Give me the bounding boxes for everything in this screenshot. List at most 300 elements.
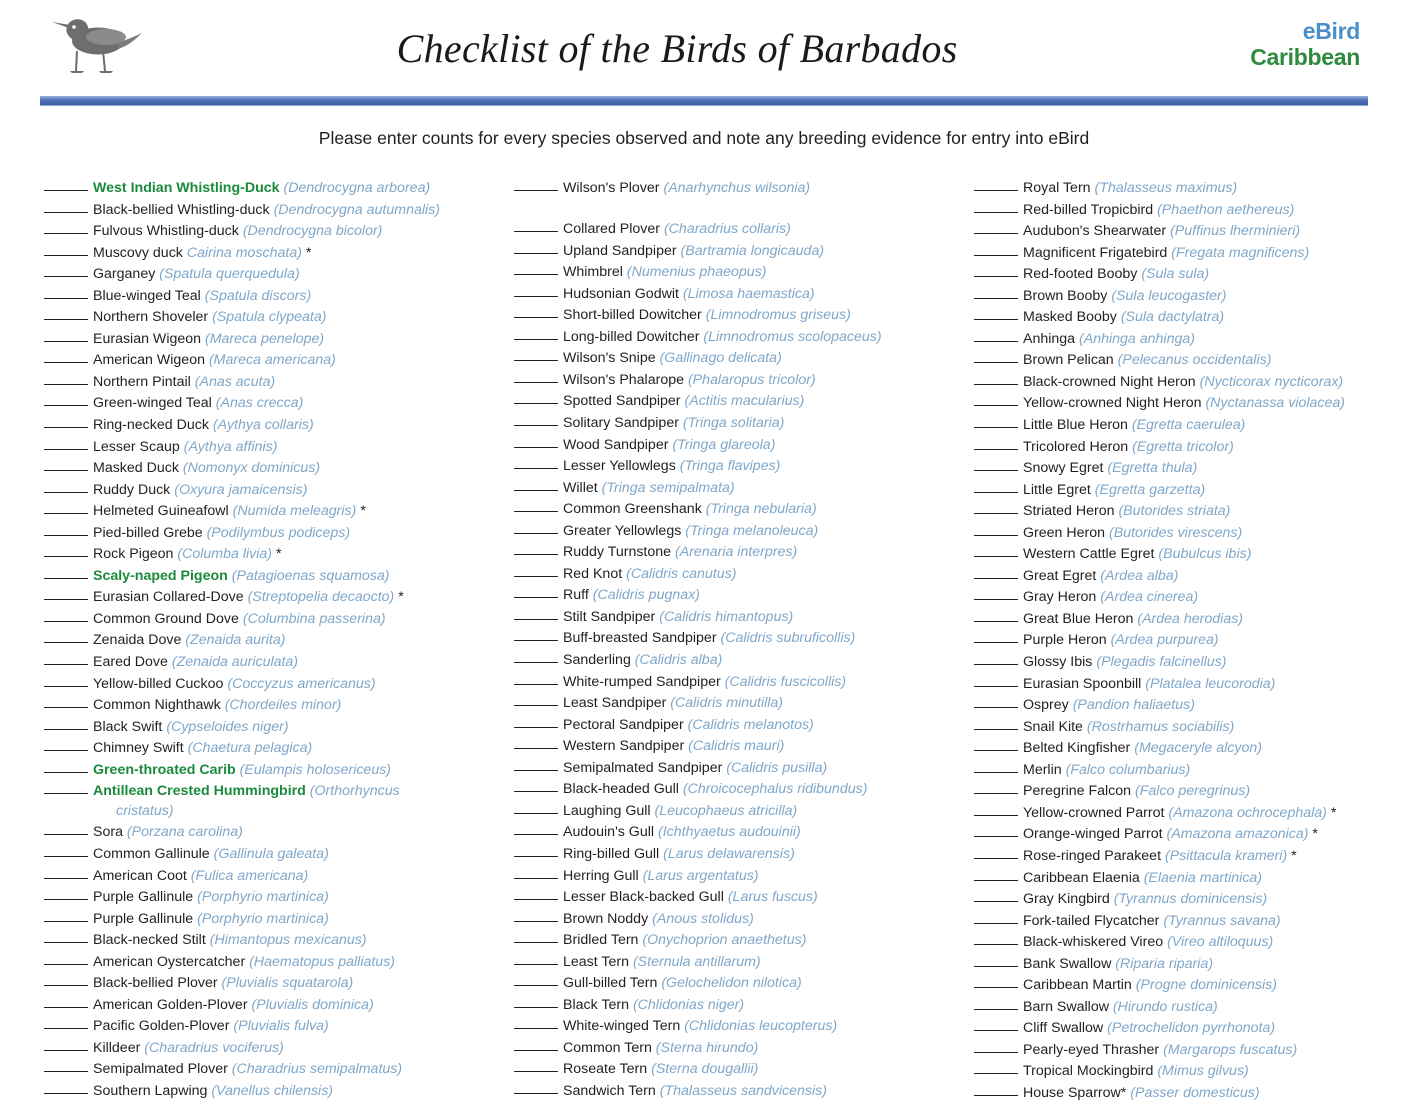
count-blank-field[interactable] bbox=[974, 177, 1018, 191]
species-row[interactable] bbox=[514, 304, 960, 326]
species-row[interactable] bbox=[974, 285, 1394, 307]
species-row[interactable] bbox=[974, 457, 1394, 479]
species-scientific-name: (Calidris canutus) bbox=[626, 565, 737, 582]
species-row[interactable] bbox=[974, 888, 1394, 910]
species-scientific-name: (Tringa nebularia) bbox=[705, 501, 817, 518]
count-blank-field[interactable] bbox=[44, 821, 88, 835]
species-common-name: Ring-billed Gull bbox=[563, 845, 660, 862]
count-blank-field[interactable] bbox=[514, 177, 558, 191]
species-row[interactable] bbox=[44, 242, 500, 264]
count-blank-field[interactable] bbox=[974, 479, 1018, 493]
species-row[interactable] bbox=[974, 349, 1394, 371]
count-blank-field[interactable] bbox=[44, 586, 88, 600]
species-scientific-name: (Porphyrio martinica) bbox=[197, 889, 329, 906]
species-row[interactable] bbox=[44, 371, 500, 393]
count-blank-field[interactable] bbox=[974, 1060, 1018, 1074]
species-common-name: Muscovy duck bbox=[93, 244, 183, 261]
species-row[interactable] bbox=[514, 218, 960, 240]
species-row[interactable] bbox=[974, 716, 1394, 738]
species-scientific-name: (Charadrius vociferus) bbox=[144, 1039, 284, 1056]
species-row[interactable] bbox=[44, 328, 500, 350]
species-row[interactable] bbox=[44, 951, 500, 973]
species-scientific-name: (Tringa flavipes) bbox=[679, 458, 781, 475]
species-row[interactable] bbox=[514, 1037, 960, 1059]
count-blank-field[interactable] bbox=[974, 759, 1018, 773]
count-blank-field[interactable] bbox=[974, 263, 1018, 277]
count-blank-field[interactable] bbox=[514, 951, 558, 965]
title-text: Checklist of the Birds of Barbados bbox=[396, 25, 958, 71]
species-row[interactable] bbox=[44, 1058, 500, 1080]
count-blank-field[interactable] bbox=[514, 821, 558, 835]
species-row[interactable] bbox=[514, 240, 960, 262]
species-row[interactable] bbox=[514, 1015, 960, 1037]
species-row[interactable] bbox=[44, 1015, 500, 1037]
count-blank-field[interactable] bbox=[44, 629, 88, 643]
species-scientific-name: (Sternula antillarum) bbox=[632, 953, 761, 970]
species-row[interactable] bbox=[974, 651, 1394, 673]
species-scientific-name: (Anas crecca) bbox=[215, 395, 304, 412]
species-row[interactable] bbox=[44, 414, 500, 436]
species-row[interactable] bbox=[514, 520, 960, 542]
count-blank-field[interactable] bbox=[44, 543, 88, 557]
species-row[interactable] bbox=[514, 757, 960, 779]
count-blank-field[interactable] bbox=[514, 606, 558, 620]
species-row[interactable] bbox=[514, 455, 960, 477]
count-blank-field[interactable] bbox=[514, 304, 558, 318]
count-blank-field[interactable] bbox=[974, 673, 1018, 687]
species-row[interactable] bbox=[514, 283, 960, 305]
species-row[interactable] bbox=[514, 606, 960, 628]
species-row[interactable] bbox=[974, 910, 1394, 932]
species-row[interactable] bbox=[514, 843, 960, 865]
count-blank-field[interactable] bbox=[44, 522, 88, 536]
species-row[interactable] bbox=[974, 1039, 1394, 1061]
species-row[interactable] bbox=[44, 586, 500, 608]
species-row[interactable] bbox=[974, 867, 1394, 889]
species-scientific-name: (Porzana carolina) bbox=[126, 824, 243, 841]
species-scientific-name: (Gelochelidon nilotica) bbox=[661, 975, 802, 992]
species-row[interactable] bbox=[974, 543, 1394, 565]
species-row[interactable] bbox=[514, 1080, 960, 1102]
count-blank-field[interactable] bbox=[514, 800, 558, 814]
count-blank-field[interactable] bbox=[974, 457, 1018, 471]
count-blank-field[interactable] bbox=[44, 1080, 88, 1094]
species-row[interactable] bbox=[514, 929, 960, 951]
count-blank-field[interactable] bbox=[974, 716, 1018, 730]
species-row[interactable] bbox=[44, 608, 500, 630]
count-blank-field[interactable] bbox=[44, 220, 88, 234]
species-common-name: Sanderling bbox=[563, 652, 631, 669]
count-blank-field[interactable] bbox=[44, 694, 88, 708]
species-row[interactable] bbox=[974, 780, 1394, 802]
count-blank-field[interactable] bbox=[974, 565, 1018, 579]
species-row[interactable] bbox=[44, 972, 500, 994]
species-row[interactable] bbox=[44, 886, 500, 908]
count-blank-field[interactable] bbox=[974, 306, 1018, 320]
count-blank-field[interactable] bbox=[514, 1037, 558, 1051]
species-scientific-name: (Larus fuscus) bbox=[727, 889, 818, 906]
count-blank-field[interactable] bbox=[44, 673, 88, 687]
count-blank-field[interactable] bbox=[514, 412, 558, 426]
species-row[interactable] bbox=[44, 651, 500, 673]
species-row[interactable] bbox=[514, 800, 960, 822]
species-row[interactable] bbox=[514, 177, 960, 199]
count-blank-field[interactable] bbox=[514, 498, 558, 512]
count-blank-field[interactable] bbox=[44, 457, 88, 471]
species-row[interactable] bbox=[44, 759, 500, 781]
species-common-name: Black-necked Stilt bbox=[93, 932, 206, 949]
species-common-name: Great Blue Heron bbox=[1023, 610, 1134, 627]
count-blank-field[interactable] bbox=[974, 328, 1018, 342]
species-scientific-name: (Aythya affinis) bbox=[183, 438, 278, 455]
species-row[interactable] bbox=[44, 285, 500, 307]
count-blank-field[interactable] bbox=[44, 716, 88, 730]
count-blank-field[interactable] bbox=[514, 261, 558, 275]
species-row[interactable] bbox=[974, 694, 1394, 716]
species-row[interactable] bbox=[514, 477, 960, 499]
introduced-species-asterisk: * bbox=[394, 589, 404, 606]
count-blank-field[interactable] bbox=[514, 908, 558, 922]
species-row[interactable] bbox=[974, 328, 1394, 350]
count-blank-field[interactable] bbox=[974, 220, 1018, 234]
count-blank-field[interactable] bbox=[44, 177, 88, 191]
species-row[interactable] bbox=[974, 996, 1394, 1018]
species-common-name: Caribbean Elaenia bbox=[1023, 869, 1140, 886]
count-blank-field[interactable] bbox=[44, 908, 88, 922]
species-row[interactable] bbox=[44, 737, 500, 759]
count-blank-field[interactable] bbox=[44, 500, 88, 514]
species-common-name: Chimney Swift bbox=[93, 740, 184, 757]
species-common-name: Brown Noddy bbox=[563, 910, 649, 927]
count-blank-field[interactable] bbox=[974, 500, 1018, 514]
count-blank-field[interactable] bbox=[974, 651, 1018, 665]
species-row[interactable] bbox=[514, 821, 960, 843]
count-blank-field[interactable] bbox=[514, 972, 558, 986]
species-scientific-name: (Streptopelia decaocto) bbox=[247, 589, 395, 606]
count-blank-field[interactable] bbox=[44, 608, 88, 622]
species-row[interactable] bbox=[44, 929, 500, 951]
species-row[interactable] bbox=[44, 716, 500, 738]
count-blank-field[interactable] bbox=[514, 541, 558, 555]
species-row[interactable] bbox=[514, 1058, 960, 1080]
count-blank-field[interactable] bbox=[974, 522, 1018, 536]
species-row[interactable] bbox=[44, 843, 500, 865]
species-row[interactable] bbox=[44, 349, 500, 371]
count-blank-field[interactable] bbox=[44, 865, 88, 879]
species-row[interactable] bbox=[974, 522, 1394, 544]
count-blank-field[interactable] bbox=[974, 737, 1018, 751]
species-common-name: Green-winged Teal bbox=[93, 395, 212, 412]
species-row[interactable] bbox=[44, 522, 500, 544]
count-blank-field[interactable] bbox=[514, 692, 558, 706]
species-row[interactable] bbox=[974, 974, 1394, 996]
count-blank-field[interactable] bbox=[44, 306, 88, 320]
count-blank-field[interactable] bbox=[44, 263, 88, 277]
count-blank-field[interactable] bbox=[44, 349, 88, 363]
count-blank-field[interactable] bbox=[514, 563, 558, 577]
species-row[interactable] bbox=[514, 692, 960, 714]
count-blank-field[interactable] bbox=[44, 392, 88, 406]
count-blank-field[interactable] bbox=[514, 757, 558, 771]
species-row[interactable] bbox=[44, 177, 500, 199]
count-blank-field[interactable] bbox=[514, 1080, 558, 1094]
species-scientific-name: (Zenaida aurita) bbox=[185, 632, 286, 649]
count-blank-field[interactable] bbox=[514, 735, 558, 749]
count-blank-field[interactable] bbox=[974, 823, 1018, 837]
count-blank-field[interactable] bbox=[974, 996, 1018, 1010]
count-blank-field[interactable] bbox=[974, 780, 1018, 794]
species-row[interactable] bbox=[44, 865, 500, 887]
introduced-species-asterisk: * bbox=[356, 503, 366, 520]
species-row[interactable] bbox=[514, 908, 960, 930]
count-blank-field[interactable] bbox=[514, 994, 558, 1008]
count-blank-field[interactable] bbox=[974, 242, 1018, 256]
count-blank-field[interactable] bbox=[44, 436, 88, 450]
count-blank-field[interactable] bbox=[514, 649, 558, 663]
species-common-name: Belted Kingfisher bbox=[1023, 740, 1131, 757]
species-row[interactable] bbox=[974, 500, 1394, 522]
species-row[interactable] bbox=[44, 543, 500, 565]
count-blank-field[interactable] bbox=[514, 865, 558, 879]
count-blank-field[interactable] bbox=[44, 328, 88, 342]
species-row[interactable] bbox=[44, 436, 500, 458]
species-row[interactable] bbox=[974, 608, 1394, 630]
species-row[interactable] bbox=[974, 953, 1394, 975]
count-blank-field[interactable] bbox=[514, 1015, 558, 1029]
species-row[interactable] bbox=[44, 780, 500, 802]
count-blank-field[interactable] bbox=[974, 974, 1018, 988]
species-row[interactable] bbox=[974, 436, 1394, 458]
count-blank-field[interactable] bbox=[514, 434, 558, 448]
count-blank-field[interactable] bbox=[974, 867, 1018, 881]
species-row[interactable] bbox=[974, 1082, 1394, 1104]
species-row[interactable] bbox=[974, 479, 1394, 501]
species-row[interactable] bbox=[514, 735, 960, 757]
species-common-name: Lesser Black-backed Gull bbox=[563, 889, 724, 906]
species-row[interactable] bbox=[44, 565, 500, 587]
count-blank-field[interactable] bbox=[974, 953, 1018, 967]
brand-ebird-text: eBird bbox=[1302, 18, 1360, 45]
count-blank-field[interactable] bbox=[514, 283, 558, 297]
species-scientific-name: (Fulica americana) bbox=[190, 867, 309, 884]
species-row[interactable] bbox=[44, 629, 500, 651]
species-scientific-name: (Egretta thula) bbox=[1107, 460, 1198, 477]
species-row[interactable] bbox=[974, 306, 1394, 328]
count-blank-field[interactable] bbox=[514, 455, 558, 469]
count-blank-field[interactable] bbox=[974, 629, 1018, 643]
species-row[interactable] bbox=[974, 199, 1394, 221]
count-blank-field[interactable] bbox=[44, 371, 88, 385]
species-row[interactable] bbox=[974, 823, 1394, 845]
species-row[interactable] bbox=[974, 737, 1394, 759]
species-scientific-name: (Psittacula krameri) bbox=[1164, 847, 1288, 864]
species-row[interactable] bbox=[44, 673, 500, 695]
count-blank-field[interactable] bbox=[514, 584, 558, 598]
species-row[interactable] bbox=[44, 199, 500, 221]
count-blank-field[interactable] bbox=[44, 651, 88, 665]
count-blank-field[interactable] bbox=[974, 888, 1018, 902]
count-blank-field[interactable] bbox=[974, 1082, 1018, 1096]
species-row[interactable] bbox=[44, 694, 500, 716]
species-common-name: Masked Booby bbox=[1023, 309, 1117, 326]
species-common-name: American Golden-Plover bbox=[93, 996, 248, 1013]
count-blank-field[interactable] bbox=[44, 285, 88, 299]
species-common-name: Pied-billed Grebe bbox=[93, 524, 203, 541]
count-blank-field[interactable] bbox=[44, 565, 88, 579]
count-blank-field[interactable] bbox=[514, 347, 558, 361]
species-row[interactable] bbox=[44, 821, 500, 843]
count-blank-field[interactable] bbox=[514, 1058, 558, 1072]
count-blank-field[interactable] bbox=[974, 414, 1018, 428]
species-row[interactable] bbox=[44, 994, 500, 1016]
species-row[interactable] bbox=[44, 457, 500, 479]
count-blank-field[interactable] bbox=[974, 931, 1018, 945]
species-common-name: Green-throated Carib bbox=[93, 761, 236, 778]
count-blank-field[interactable] bbox=[974, 392, 1018, 406]
species-row[interactable] bbox=[514, 671, 960, 693]
count-blank-field[interactable] bbox=[514, 671, 558, 685]
count-blank-field[interactable] bbox=[974, 349, 1018, 363]
count-blank-field[interactable] bbox=[44, 479, 88, 493]
count-blank-field[interactable] bbox=[974, 608, 1018, 622]
species-common-name: Snail Kite bbox=[1023, 718, 1083, 735]
count-blank-field[interactable] bbox=[44, 886, 88, 900]
count-blank-field[interactable] bbox=[514, 843, 558, 857]
count-blank-field[interactable] bbox=[44, 737, 88, 751]
species-row[interactable] bbox=[514, 714, 960, 736]
species-common-name: Roseate Tern bbox=[563, 1061, 648, 1078]
count-blank-field[interactable] bbox=[974, 802, 1018, 816]
species-row[interactable] bbox=[514, 951, 960, 973]
species-row[interactable] bbox=[514, 649, 960, 671]
count-blank-field[interactable] bbox=[44, 242, 88, 256]
species-row[interactable] bbox=[974, 263, 1394, 285]
count-blank-field[interactable] bbox=[974, 1017, 1018, 1031]
species-row[interactable] bbox=[514, 434, 960, 456]
species-row[interactable] bbox=[974, 177, 1394, 199]
species-row[interactable] bbox=[514, 498, 960, 520]
count-blank-field[interactable] bbox=[44, 780, 88, 794]
species-row[interactable] bbox=[974, 931, 1394, 953]
species-row[interactable] bbox=[514, 326, 960, 348]
species-row[interactable] bbox=[974, 414, 1394, 436]
species-row[interactable] bbox=[44, 479, 500, 501]
count-blank-field[interactable] bbox=[44, 994, 88, 1008]
count-blank-field[interactable] bbox=[974, 694, 1018, 708]
count-blank-field[interactable] bbox=[514, 218, 558, 232]
count-blank-field[interactable] bbox=[44, 843, 88, 857]
count-blank-field[interactable] bbox=[44, 1058, 88, 1072]
species-row[interactable] bbox=[974, 371, 1394, 393]
species-row[interactable] bbox=[44, 500, 500, 522]
species-row[interactable] bbox=[974, 759, 1394, 781]
count-blank-field[interactable] bbox=[974, 285, 1018, 299]
species-scientific-name: (Calidris subruficollis) bbox=[720, 630, 856, 647]
species-row[interactable] bbox=[974, 1060, 1394, 1082]
species-common-name: Brown Pelican bbox=[1023, 352, 1114, 369]
count-blank-field[interactable] bbox=[974, 199, 1018, 213]
species-row[interactable] bbox=[974, 845, 1394, 867]
species-row[interactable] bbox=[514, 412, 960, 434]
count-blank-field[interactable] bbox=[974, 371, 1018, 385]
species-row[interactable] bbox=[514, 627, 960, 649]
count-blank-field[interactable] bbox=[514, 520, 558, 534]
count-blank-field[interactable] bbox=[44, 414, 88, 428]
count-blank-field[interactable] bbox=[44, 1015, 88, 1029]
count-blank-field[interactable] bbox=[974, 1039, 1018, 1053]
count-blank-field[interactable] bbox=[44, 951, 88, 965]
count-blank-field[interactable] bbox=[514, 886, 558, 900]
species-row[interactable] bbox=[974, 1017, 1394, 1039]
count-blank-field[interactable] bbox=[44, 972, 88, 986]
species-row[interactable] bbox=[514, 886, 960, 908]
species-row[interactable] bbox=[974, 565, 1394, 587]
species-scientific-name: (Cypseloides niger) bbox=[166, 718, 289, 735]
species-row[interactable] bbox=[974, 802, 1394, 824]
species-row[interactable] bbox=[974, 392, 1394, 414]
count-blank-field[interactable] bbox=[514, 477, 558, 491]
species-row[interactable] bbox=[514, 347, 960, 369]
species-row[interactable] bbox=[514, 778, 960, 800]
count-blank-field[interactable] bbox=[44, 929, 88, 943]
count-blank-field[interactable] bbox=[514, 627, 558, 641]
species-common-name: Black-headed Gull bbox=[563, 781, 679, 798]
species-row[interactable] bbox=[514, 563, 960, 585]
species-row[interactable] bbox=[44, 263, 500, 285]
count-blank-field[interactable] bbox=[974, 845, 1018, 859]
species-row[interactable] bbox=[514, 369, 960, 391]
species-row[interactable] bbox=[974, 220, 1394, 242]
species-scientific-name: (Calidris pugnax) bbox=[592, 587, 700, 604]
count-blank-field[interactable] bbox=[44, 199, 88, 213]
count-blank-field[interactable] bbox=[44, 759, 88, 773]
count-blank-field[interactable] bbox=[514, 326, 558, 340]
species-row[interactable] bbox=[974, 242, 1394, 264]
count-blank-field[interactable] bbox=[514, 929, 558, 943]
species-common-name: Antillean Crested Hummingbird bbox=[93, 783, 306, 800]
species-row[interactable] bbox=[514, 994, 960, 1016]
species-row[interactable] bbox=[514, 390, 960, 412]
species-row[interactable] bbox=[514, 261, 960, 283]
species-row[interactable] bbox=[44, 1037, 500, 1059]
species-row[interactable] bbox=[974, 673, 1394, 695]
count-blank-field[interactable] bbox=[44, 1037, 88, 1051]
species-row[interactable] bbox=[44, 306, 500, 328]
species-row[interactable] bbox=[514, 584, 960, 606]
species-row[interactable] bbox=[514, 541, 960, 563]
species-row[interactable] bbox=[44, 220, 500, 242]
count-blank-field[interactable] bbox=[514, 240, 558, 254]
species-row[interactable] bbox=[514, 865, 960, 887]
count-blank-field[interactable] bbox=[974, 910, 1018, 924]
species-row[interactable] bbox=[514, 972, 960, 994]
count-blank-field[interactable] bbox=[514, 369, 558, 383]
count-blank-field[interactable] bbox=[514, 778, 558, 792]
species-row[interactable] bbox=[44, 392, 500, 414]
species-row[interactable] bbox=[974, 586, 1394, 608]
count-blank-field[interactable] bbox=[514, 714, 558, 728]
count-blank-field[interactable] bbox=[974, 586, 1018, 600]
count-blank-field[interactable] bbox=[974, 543, 1018, 557]
species-scientific-name: (Amazona ochrocephala) bbox=[1168, 804, 1327, 821]
species-common-name: White-winged Tern bbox=[563, 1018, 681, 1035]
species-row[interactable] bbox=[974, 629, 1394, 651]
species-scientific-name: (Chlidonias niger) bbox=[632, 996, 745, 1013]
species-row[interactable] bbox=[44, 1080, 500, 1102]
count-blank-field[interactable] bbox=[514, 390, 558, 404]
count-blank-field[interactable] bbox=[974, 436, 1018, 450]
species-row[interactable] bbox=[44, 908, 500, 930]
